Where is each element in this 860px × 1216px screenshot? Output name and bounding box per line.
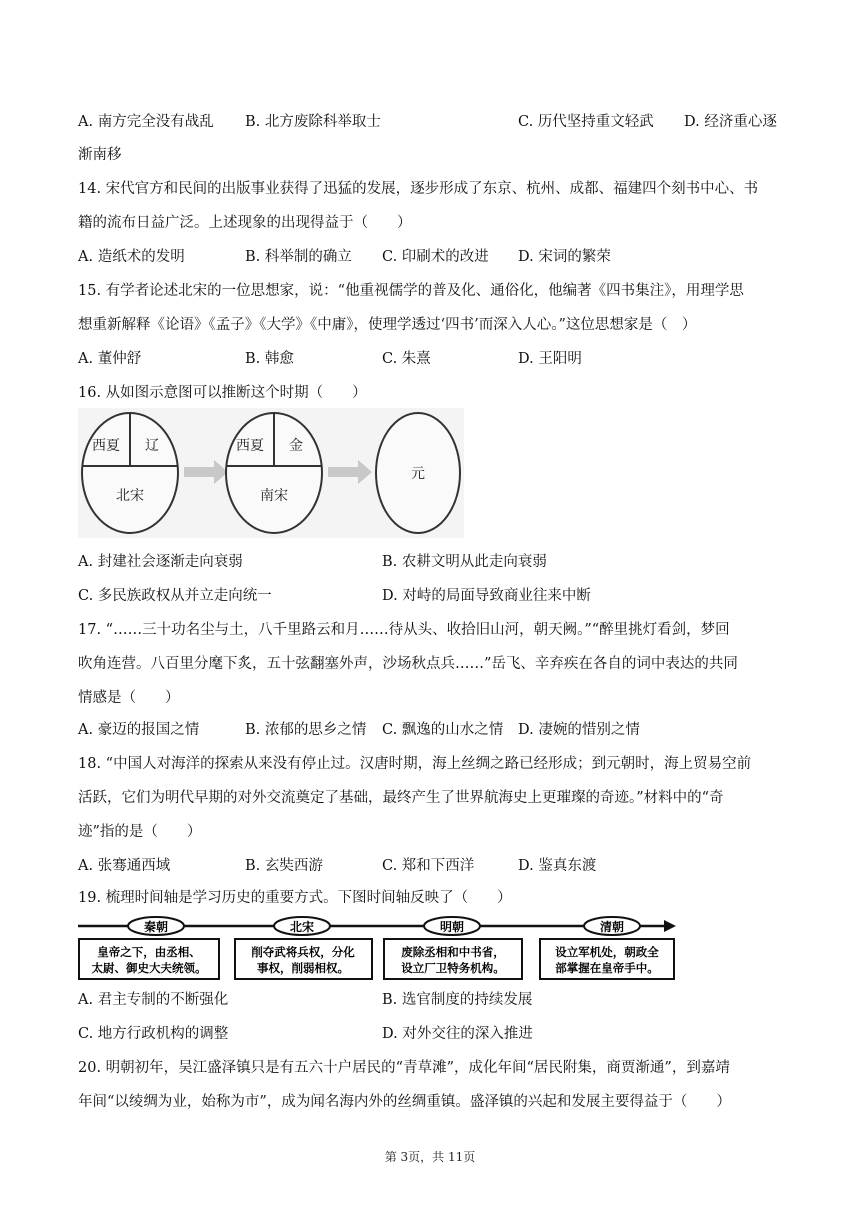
q19-stem: 19. 梳理时间轴是学习历史的重要方式。下图时间轴反映了（ ） [78,890,512,906]
q16-option-b: B. 农耕文明从此走向衰弱 [382,554,547,570]
q16-stem: 16. 从如图示意图可以推断这个时期（ ） [78,385,367,401]
q18-option-a: A. 张骞通西域 [78,858,171,874]
q13-option-b: B. 北方废除科举取士 [245,114,381,130]
q16-option-c: C. 多民族政权从并立走向统一 [78,588,272,604]
timeline-label-ming: 明朝 [439,920,465,934]
q20-stem-line1: 20. 明朝初年，吴江盛泽镇只是有五六十户居民的“青草滩”，成化年间“居民附集，商贾渐通”，到嘉靖 [78,1060,730,1076]
q17-option-d: D. 凄婉的惜别之情 [518,722,640,738]
timeline-label-qin: 秦朝 [143,920,169,934]
q14-option-b: B. 科举制的确立 [245,249,352,265]
q18-option-c: C. 郑和下西洋 [382,858,475,874]
dynasty-timeline-figure [78,914,678,986]
timeline-box-qing-line2: 部掌握在皇帝手中。 [555,961,659,975]
label-yuan: 元 [411,466,425,482]
timeline-label-northern-song: 北宋 [289,920,315,934]
q14-stem-line1: 14. 宋代官方和民间的出版事业获得了迅猛的发展，逐步形成了东京、杭州、成都、福建四个刻书中心、书 [78,181,759,197]
q14-stem-line2: 籍的流布日益广泛。上述现象的出现得益于（ ） [78,215,412,231]
q15-option-b: B. 韩愈 [245,351,294,367]
q18-option-d: D. 鉴真东渡 [518,858,597,874]
q15-stem-line1: 15. 有学者论述北宋的一位思想家，说：“他重视儒学的普及化、通俗化，他编著《四书集注》，用理学思 [78,283,744,299]
label-northern-song: 北宋 [116,488,144,504]
q19-option-b: B. 选官制度的持续发展 [382,992,533,1008]
timeline-box-ming-line1: 废除丞相和中书省， [401,945,505,959]
label-southern-song: 南宋 [260,488,288,504]
q17-option-b: B. 浓郁的思乡之情 [245,722,367,738]
circle-southern-song-period [226,413,322,533]
timeline-box-qing-line1: 设立军机处，朝政全 [555,945,659,959]
timeline-label-qing: 清朝 [599,920,625,934]
q18-stem-line1: 18. “中国人对海洋的探索从来没有停止过。汉唐时期，海上丝绸之路已经形成；到元朝时，海上贸易空前 [78,756,752,772]
label-xixia-1: 西夏 [92,438,120,454]
timeline-box-qin-line1: 皇帝之下，由丞相、 [97,945,201,959]
q13-option-a: A. 南方完全没有战乱 [78,114,214,130]
label-liao: 辽 [145,438,159,454]
q13-option-d-continued: 渐南移 [78,147,122,163]
q15-stem-line2: 想重新解释《论语》《孟子》《大学》《中庸》，使理学透过‘四书’而深入人心。”这位思想家是（ ） [78,317,697,333]
q15-option-c: C. 朱熹 [382,351,431,367]
q20-stem-line2: 年间“以绫绸为业，始称为市”，成为闻名海内外的丝绸重镇。盛泽镇的兴起和发展主要得益于（ ） [78,1094,731,1110]
timeline-box-song-line1: 削夺武将兵权，分化 [251,945,355,959]
q14-option-a: A. 造纸术的发明 [78,249,185,265]
q17-option-a: A. 豪迈的报国之情 [78,722,200,738]
q15-option-a: A. 董仲舒 [78,351,142,367]
regime-transition-figure [78,408,464,538]
q18-stem-line3: 迹”指的是（ ） [78,824,202,840]
q18-option-b: B. 玄奘西游 [245,858,323,874]
circle-yuan-period [376,413,460,533]
q17-option-c: C. 飘逸的山水之情 [382,722,504,738]
label-jin: 金 [289,438,303,454]
q13-option-c: C. 历代坚持重文轻武 [518,114,654,130]
page-footer: 第 3页，共 11页 [384,1150,476,1164]
q14-option-c: C. 印刷术的改进 [382,249,489,265]
circle-northern-song-period [82,413,178,533]
q16-option-a: A. 封建社会逐渐走向衰弱 [78,554,243,570]
arrow-right-icon [328,460,372,484]
arrow-right-icon [184,460,228,484]
q19-option-a: A. 君主专制的不断强化 [78,992,229,1008]
q17-stem-line2: 吹角连营。八百里分麾下炙，五十弦翻塞外声，沙场秋点兵……”岳飞、辛弃疾在各自的词中表达的共同 [78,656,738,672]
timeline-box-qin-line2: 太尉、御史大夫统领。 [91,961,207,975]
q14-option-d: D. 宋词的繁荣 [518,249,611,265]
label-xixia-2: 西夏 [236,438,264,454]
q19-option-d: D. 对外交往的深入推进 [382,1026,533,1042]
timeline-box-song-line2: 事权，削弱相权。 [257,961,349,975]
q19-option-c: C. 地方行政机构的调整 [78,1026,229,1042]
q17-stem-line1: 17. “……三十功名尘与土，八千里路云和月……待从头、收拾旧山河，朝天阙。”“醉里挑灯看剑，梦回 [78,622,730,638]
q15-option-d: D. 王阳明 [518,351,582,367]
q16-option-d: D. 对峙的局面导致商业往来中断 [382,588,591,604]
q13-option-d: D. 经济重心逐 [684,114,777,130]
q18-stem-line2: 活跃，它们为明代早期的对外交流奠定了基础，最终产生了世界航海史上更璀璨的奇迹。”材料中的“奇 [78,790,724,806]
q17-stem-line3: 情感是（ ） [78,690,180,706]
timeline-box-ming-line2: 设立厂卫特务机构。 [401,961,505,975]
